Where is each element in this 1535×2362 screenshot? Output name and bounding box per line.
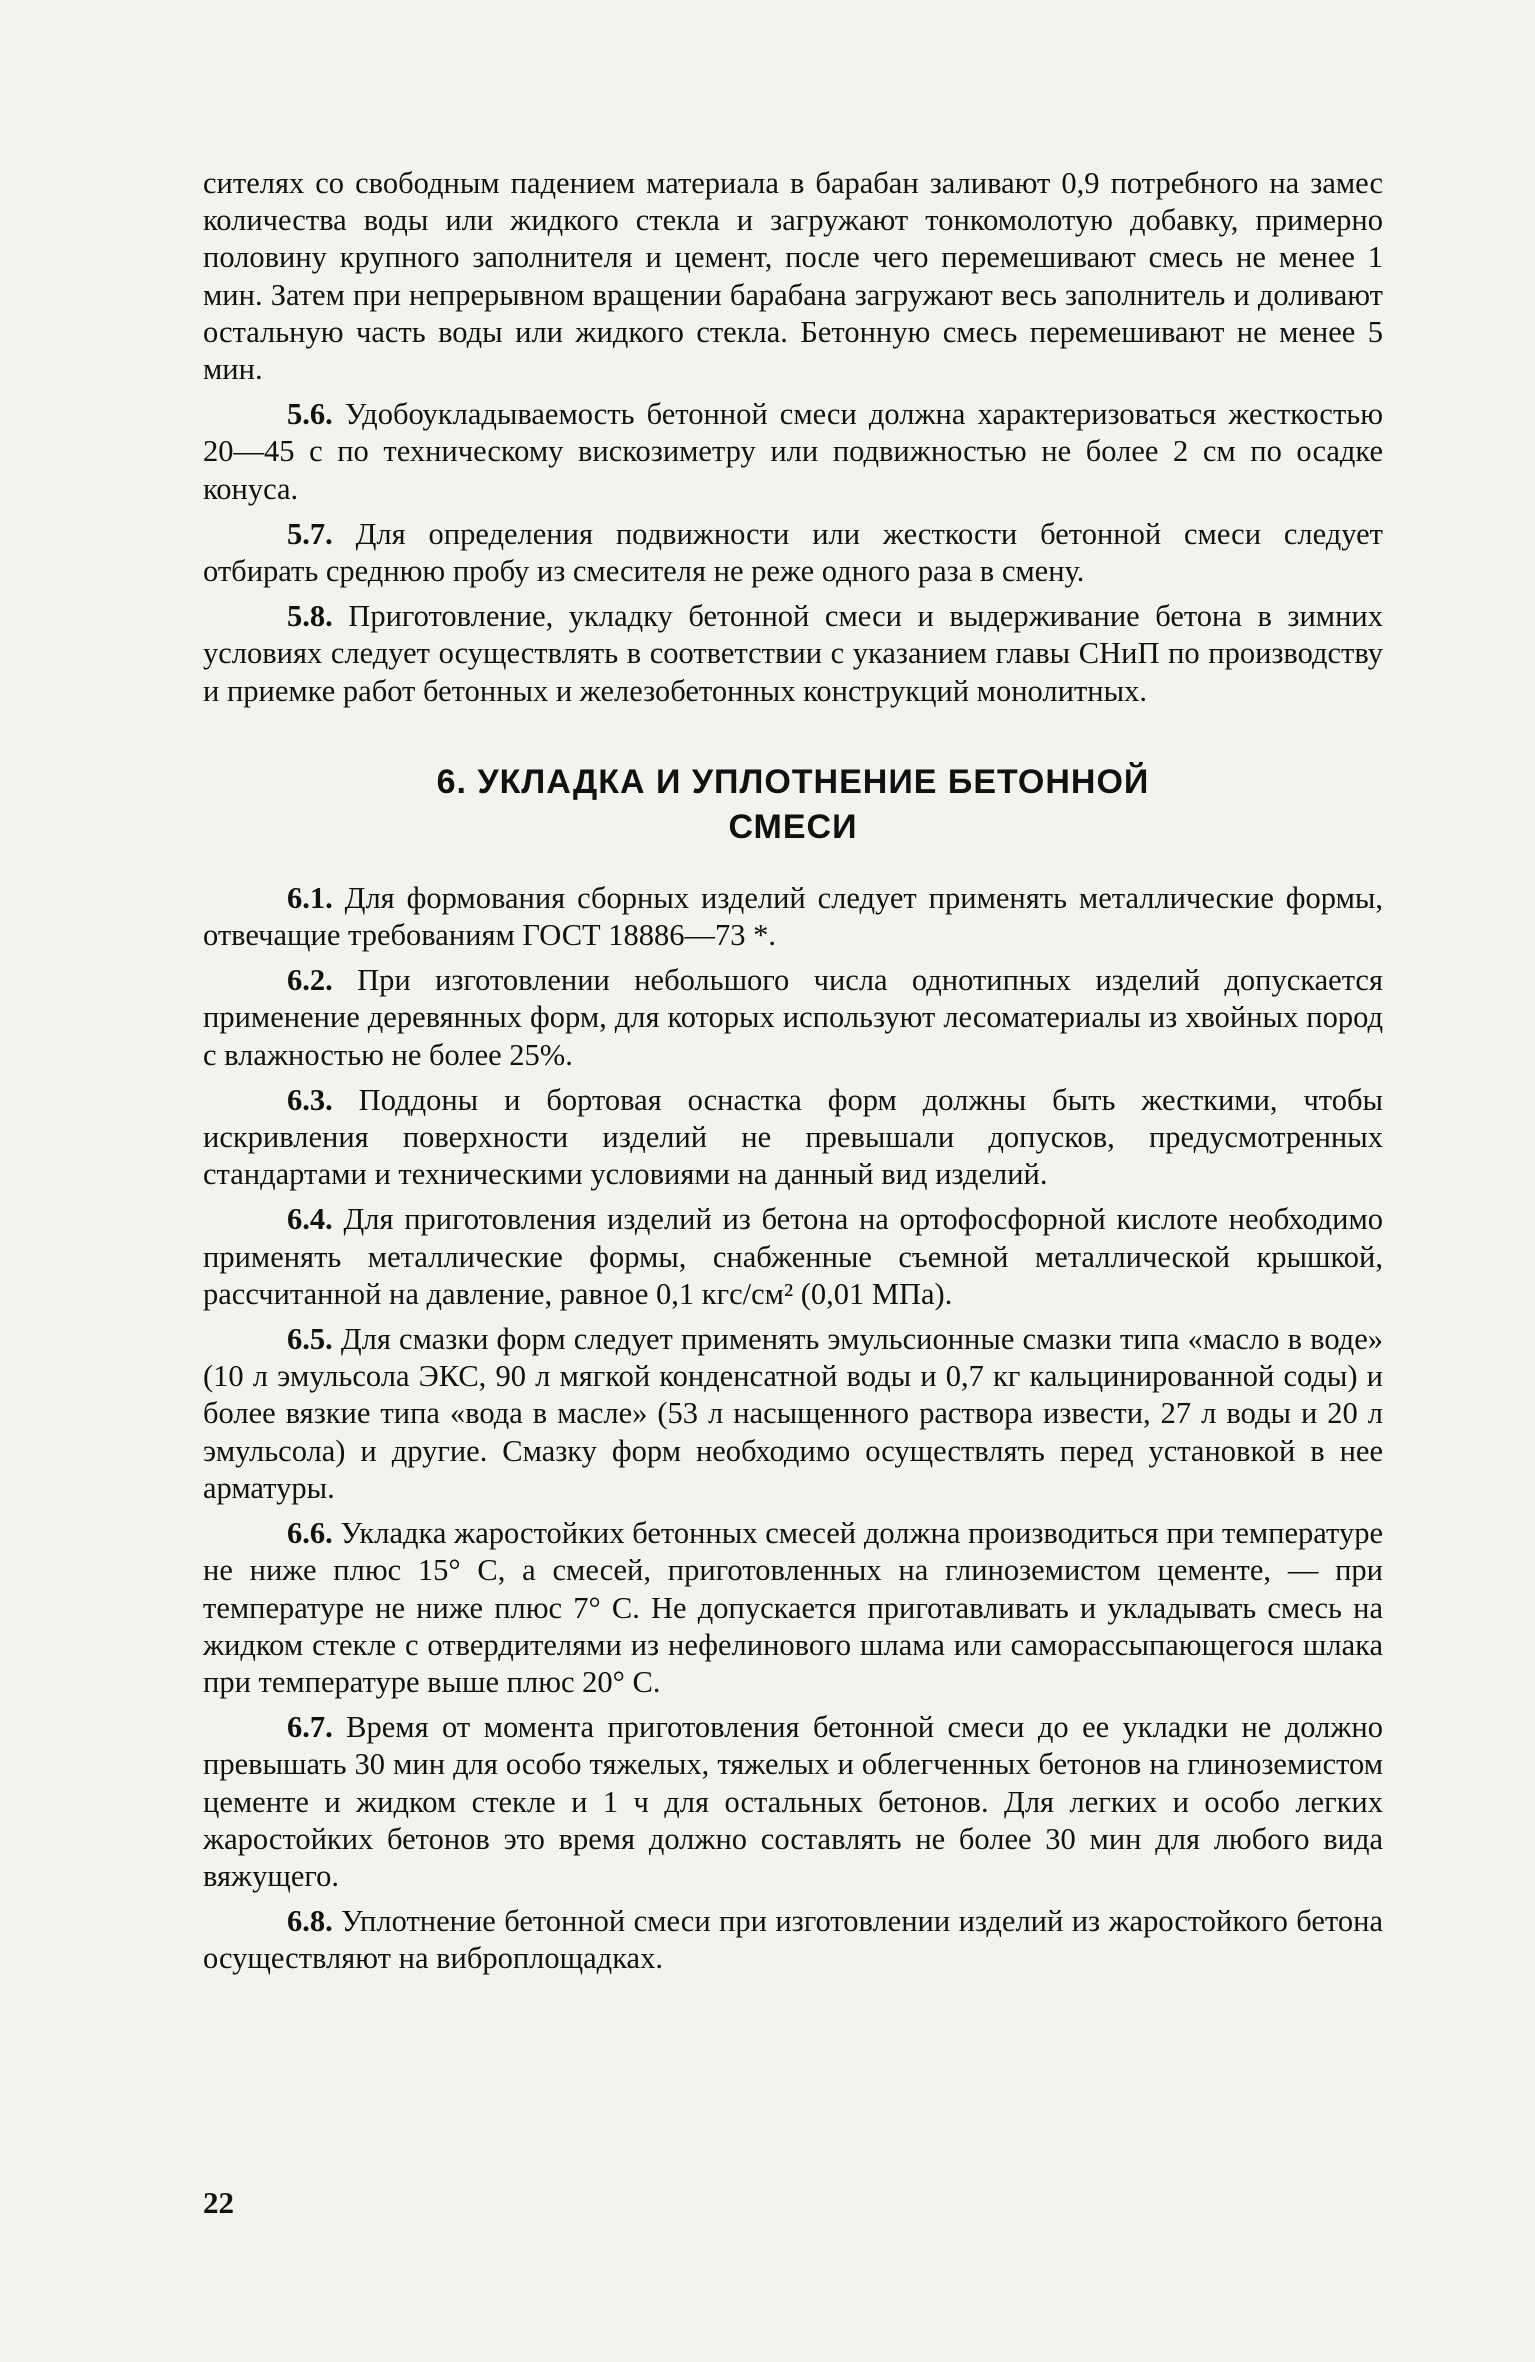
paragraph-6-1: 6.1. Для формования сборных изделий следует применять металлические формы, отвечащие требованиям ГОСТ 18886—73 *. xyxy=(203,880,1383,953)
clause-number: 6.3. xyxy=(287,1082,333,1117)
clause-number: 6.1. xyxy=(287,880,333,915)
paragraph-6-2: 6.2. При изготовлении небольшого числа однотипных изделий допускается применение деревянных форм, для которых используют лесоматериалы из хвойных пород с влажностью не более 25%. xyxy=(203,963,1383,1072)
clause-number: 6.6. xyxy=(287,1516,333,1551)
paragraph-6-7: 6.7. Время от момента приготовления бетонной смеси до ее укладки не должно превышать 30 мин для особо тяжелых, тяжелых и облегченных бетонов на глиноземистом цементе и жидком стекле и 1 ч для остальных бетонов. Для легких и особо легких жаростойких бетонов это время должно составлять не более 30 мин для любого вида вяжущего. xyxy=(203,1710,1383,1893)
paragraph-5-7: 5.7. Для определения подвижности или жесткости бетонной смеси следует отбирать среднюю пробу из смесителя не реже одного раза в смену. xyxy=(203,516,1383,589)
paragraph-6-4: 6.4. Для приготовления изделий из бетона на ортофосфорной кислоте необходимо применять металлические формы, снабженные съемной металлической крышкой, рассчитанной на давление, равное 0,1 кгс/см² (0,01 МПа). xyxy=(203,1202,1383,1311)
section-title: 6. УКЛАДКА И УПЛОТНЕНИЕ БЕТОННОЙ СМЕСИ xyxy=(436,762,1150,846)
clause-number: 6.2. xyxy=(287,963,333,998)
page-number: 22 xyxy=(203,2185,234,2220)
clause-number: 5.7. xyxy=(287,516,333,551)
clause-number: 6.8. xyxy=(287,1904,333,1939)
paragraph-6-8: 6.8. Уплотнение бетонной смеси при изготовлении изделий из жаростойкого бетона осуществляют на виброплощадках. xyxy=(203,1904,1383,1976)
paragraph-6-6: 6.6. Укладка жаростойких бетонных смесей должна производиться при температуре не ниже плюс 15° С, а смесей, приготовленных на глиноземистом цементе, — при температуре не ниже плюс 7° С. Не допускается приготавливать и укладывать смесь на жидком стекле с отвердителями из нефелинового шлама или саморассыпающегося шлака при температуре выше плюс 20° С. xyxy=(203,1516,1383,1699)
clause-number: 6.4. xyxy=(287,1202,333,1237)
paragraph-5-8: 5.8. Приготовление, укладку бетонной смеси и выдерживание бетона в зимних условиях следует осуществлять в соответствии с указанием главы СНиП по производству и приемке работ бетонных и железобетонных конструкций монолитных. xyxy=(203,599,1383,708)
paragraph-continued: сителях со свободным падением материала в барабан заливают 0,9 потребного на замес количества воды или жидкого стекла и загружают тонкомолотую добавку, примерно половину крупного заполнителя и цемент, после чего перемешивают смесь не менее 1 мин. Затем при непрерывном вращении барабана загружают весь заполнитель и доливают остальную часть воды или жидкого стекла. Бетонную смесь перемешивают не менее 5 мин. xyxy=(203,166,1383,387)
body-text xyxy=(203,165,1383,1978)
clause-number: 5.8. xyxy=(287,599,333,634)
paragraph-6-5: 6.5. Для смазки форм следует применять эмульсионные смазки типа «масло в воде» (10 л эмульсола ЭКС, 90 л мягкой конденсатной воды и 0,7 кг кальцинированной соды) и более вязкие типа «вода в масле» (53 л насыщенного раствора извести, 27 л воды и 20 л эмульсола) и другие. Смазку форм необходимо осуществлять перед установкой в нее арматуры. xyxy=(203,1322,1383,1505)
clause-number: 5.6. xyxy=(287,397,333,432)
clause-number: 6.5. xyxy=(287,1322,333,1357)
clause-number: 6.7. xyxy=(287,1710,333,1745)
paragraph-6-3: 6.3. Поддоны и бортовая оснастка форм должны быть жесткими, чтобы искривления поверхности изделий не превышали допусков, предусмотренных стандартами и техническими условиями на данный вид изделий. xyxy=(203,1082,1383,1192)
paragraph-5-6: 5.6. Удобоукладываемость бетонной смеси должна характеризоваться жесткостью 20—45 с по техническому вискозиметру или подвижностью не более 2 см по осадке конуса. xyxy=(203,397,1383,506)
